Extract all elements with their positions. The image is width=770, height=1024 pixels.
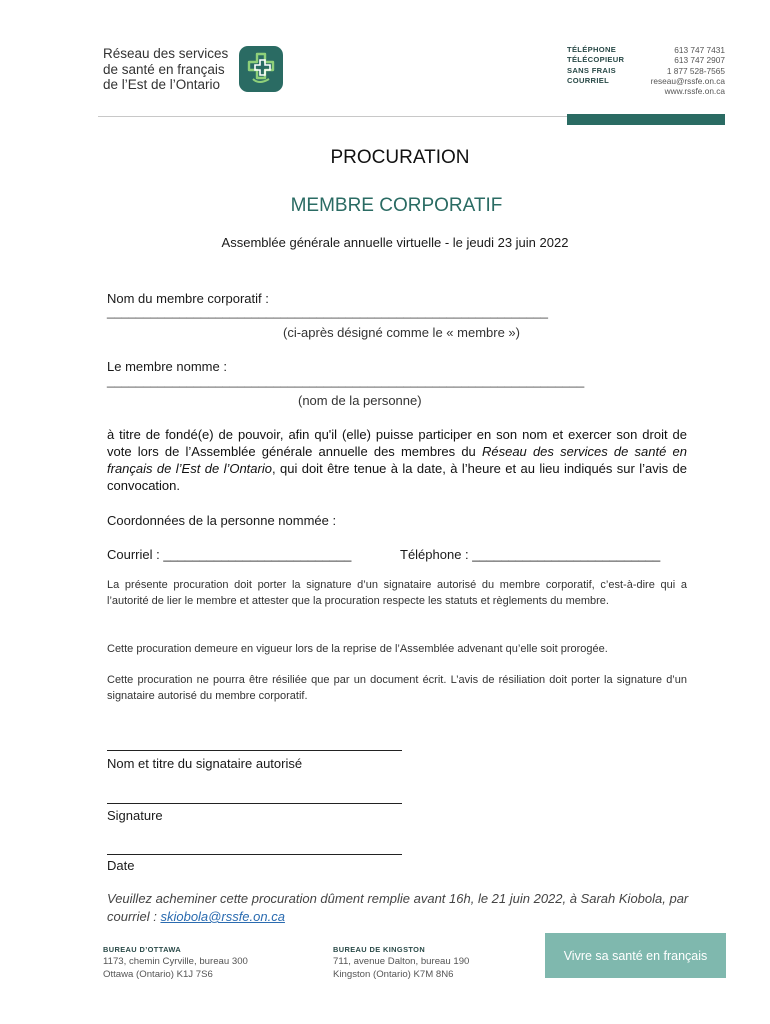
slogan-text: Vivre sa santé en français [563,948,708,963]
appointee-label: Le membre nomme : [107,359,227,374]
footer-kingston [333,945,469,981]
contact-email-link[interactable]: skiobola@rssfe.on.ca [160,909,285,924]
contact-label-tollfree: SANS FRAIS [567,65,616,75]
document-title: PROCURATION [330,147,470,168]
closing-text: Veuillez acheminer cette procuration dûment remplie avant 16h, le 21 juin 2022, à Sarah Kiobola, par courriel : [107,891,689,924]
rssfe-logo-icon [239,46,283,92]
appointee-name-field[interactable]: __________________________________________________________________ [107,373,585,388]
phone-field[interactable]: Téléphone : __________________________ [400,547,661,562]
proxy-paragraph-text-2: , qui doit être tenue à la date, à l’heure et au lieu indiqués sur l’avis de convocation. [107,461,687,493]
document-subtitle: MEMBRE CORPORATIF [290,195,503,216]
note-revocation: Cette procuration ne pourra être résiliée que par un document écrit. L’avis de résiliation doit porter la signature d’un signataire autorisé du membre corporatif. [107,674,687,702]
kingston-office-heading: BUREAU DE KINGSTON [333,945,426,954]
header-accent-bar [567,114,725,125]
date-line[interactable] [107,854,402,855]
contact-label-fax: TÉLÉCOPIEUR [567,55,625,65]
contact-label-email: COURRIEL [567,75,610,85]
ottawa-address-line-1: 1173, chemin Cyrville, bureau 300 [103,956,248,967]
member-name-note: (ci-après désigné comme le « membre ») [283,325,520,340]
proxy-paragraph [107,426,687,494]
closing-instructions [107,890,697,926]
proxy-paragraph-text-1: à titre de fondé(e) de pouvoir, afin qu'il (elle) puisse participer en son nom et exercer son droit de vote lors de l’Assemblée générale annuelle des membres du [107,427,687,459]
signature-label: Signature [107,808,163,823]
contact-labels [567,45,624,86]
member-name-label: Nom du membre corporatif : [107,291,269,306]
name-title-line[interactable] [107,750,402,751]
org-name-line-2: de santé en français [103,61,225,77]
signature-line[interactable] [107,803,402,804]
note-signature-requirement: La présente procuration doit porter la signature d’un signataire autorisé du membre corporatif, c’est-à-dire qui a l’autorité de lier le membre et attester que la procuration respecte les statuts et règlements du membre. [107,579,687,607]
note-validity: Cette procuration demeure en vigueur lors de la reprise de l’Assemblée advenant qu’elle soit prorogée. [107,643,608,655]
contact-value-email[interactable]: reseau@rssfe.on.ca [650,75,725,86]
org-name-line-1: Réseau des services [103,46,229,61]
kingston-address-line-2: Kingston (Ontario) K7M 8N6 [333,968,454,980]
email-field[interactable]: Courriel : __________________________ [107,547,352,562]
slogan-banner [545,933,726,978]
contact-label-phone: TÉLÉPHONE [567,45,617,54]
footer-ottawa [103,945,248,981]
name-title-label: Nom et titre du signataire autorisé [107,756,303,771]
kingston-address-line-1: 711, avenue Dalton, bureau 190 [333,956,470,967]
assembly-date-line: Assemblée générale annuelle virtuelle - le jeudi 23 juin 2022 [221,235,569,250]
appointee-note: (nom de la personne) [298,393,422,408]
proxy-paragraph-org-name: Réseau des services de santé en français de l’Est de l’Ontario [107,444,687,476]
contact-value-phone: 613 747 7431 [674,45,725,55]
ottawa-address-line-2: Ottawa (Ontario) K1J 7S6 [103,968,213,980]
member-name-field[interactable]: _____________________________________________________________ [107,304,549,319]
coordinates-heading: Coordonnées de la personne nommée : [107,513,337,528]
contact-value-tollfree: 1 877 528-7565 [666,65,725,76]
contact-values [651,45,725,96]
ottawa-office-heading: BUREAU D’OTTAWA [103,945,182,954]
org-name-line-3: de l’Est de l’Ontario [103,77,221,92]
organization-name [103,46,228,93]
contact-value-website[interactable]: www.rssfe.on.ca [664,86,725,97]
date-label: Date [107,858,135,873]
contact-value-fax: 613 747 2907 [674,55,725,66]
